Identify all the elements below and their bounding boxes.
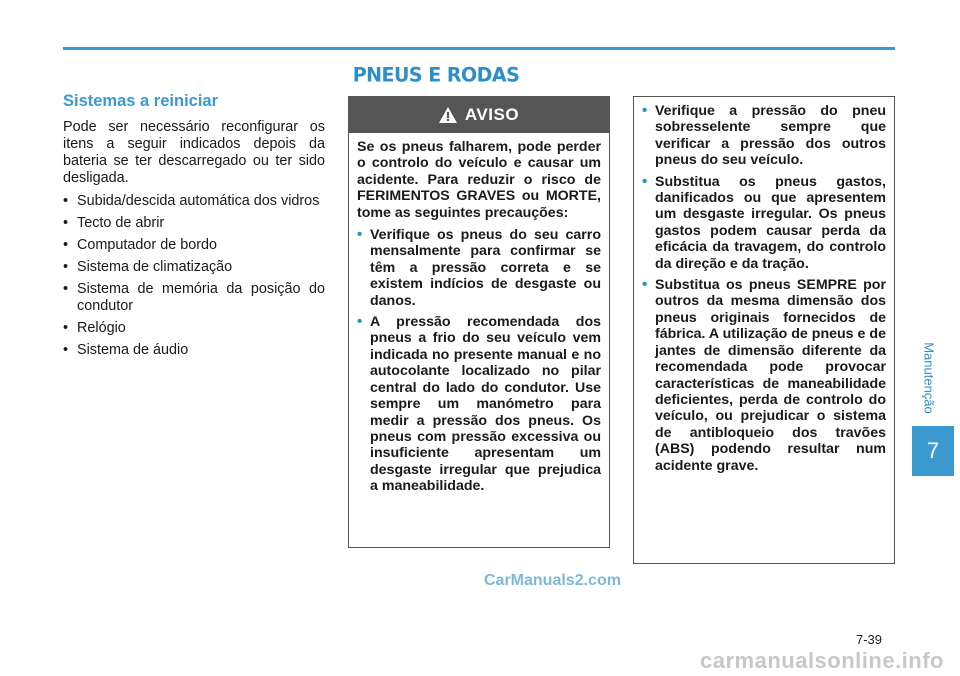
warning-title: AVISO — [464, 105, 520, 124]
list-item: • Computador de bordo — [63, 237, 217, 253]
left-intro: Pode ser necessário reconfigurar os itens a seguir indicados depois da bateria se ter descarregado ou ter sido desligada. — [63, 119, 325, 186]
reset-list — [63, 193, 325, 359]
list-item: • Verifique a pressão do pneu sobresselente sempre que verificar a pressão dos outros pneus do seu veículo. — [642, 102, 886, 169]
warning-icon — [439, 107, 457, 123]
chapter-side-label: Manutenção — [921, 342, 937, 414]
list-item: • Sistema de áudio — [63, 342, 189, 358]
list-item: • Tecto de abrir — [63, 215, 165, 231]
continued-warning-box — [633, 96, 895, 564]
warning-intro: Se os pneus falharem, pode perder o controlo do veículo e causar um acidente. Para reduzir o risco de FERIMENTOS GRAVES ou MORTE, tome as seguintes precauções: — [357, 139, 601, 221]
watermark: CarManuals2.com — [484, 572, 621, 589]
continued-warning-list — [642, 103, 886, 474]
list-item: • Substitua os pneus gastos, danificados ou que apresentem um desgaste irregular. Os pneus gastos podem causar perda da eficácia da travagem, do controlo da direção e da tração. — [642, 172, 886, 272]
chapter-tab: 7 — [912, 426, 954, 476]
left-column — [63, 92, 325, 364]
list-item: • Sistema de climatização — [63, 259, 233, 275]
warning-header — [349, 97, 609, 133]
page-number: 7-39 — [856, 632, 883, 647]
top-rule — [63, 47, 895, 50]
list-item: • Subida/descida automática dos vidros — [63, 193, 320, 209]
warning-list — [357, 227, 601, 495]
list-item: • A pressão recomendada dos pneus a frio do seu veículo vem indicada no presente manual e no autocolante localizado no pilar central do lado do condutor. Use sempre um manómetro para medir a pressão dos pneus. Os pneus com pressão excessiva ou insuficiente apresentam um desgaste irregular que prejudica a maneabilidade. — [357, 313, 601, 495]
list-item: • Relógio — [63, 320, 126, 336]
footer-watermark: carmanualsonline.info — [700, 648, 944, 673]
list-item: • Sistema de memória da posição do condutor — [63, 281, 325, 314]
list-item: • Verifique os pneus do seu carro mensalmente para confirmar se têm a pressão correta e se existem indícios de desgaste ou danos. — [357, 226, 601, 309]
list-item: • Substitua os pneus SEMPRE por outros da mesma dimensão dos pneus originais fornecidos de fábrica. A utilização de pneus e de jantes de dimensão diferente da recomendada pode provocar características de maneabilidade deficientes, perda de controlo do veículo, ou prejudicar o sistema de antibloqueio dos travões (ABS) podendo resultar num acidente grave. — [642, 276, 886, 474]
section-title: PNEUS E RODAS — [352, 63, 520, 87]
warning-box — [348, 96, 610, 548]
left-heading: Sistemas a reiniciar — [63, 92, 219, 110]
